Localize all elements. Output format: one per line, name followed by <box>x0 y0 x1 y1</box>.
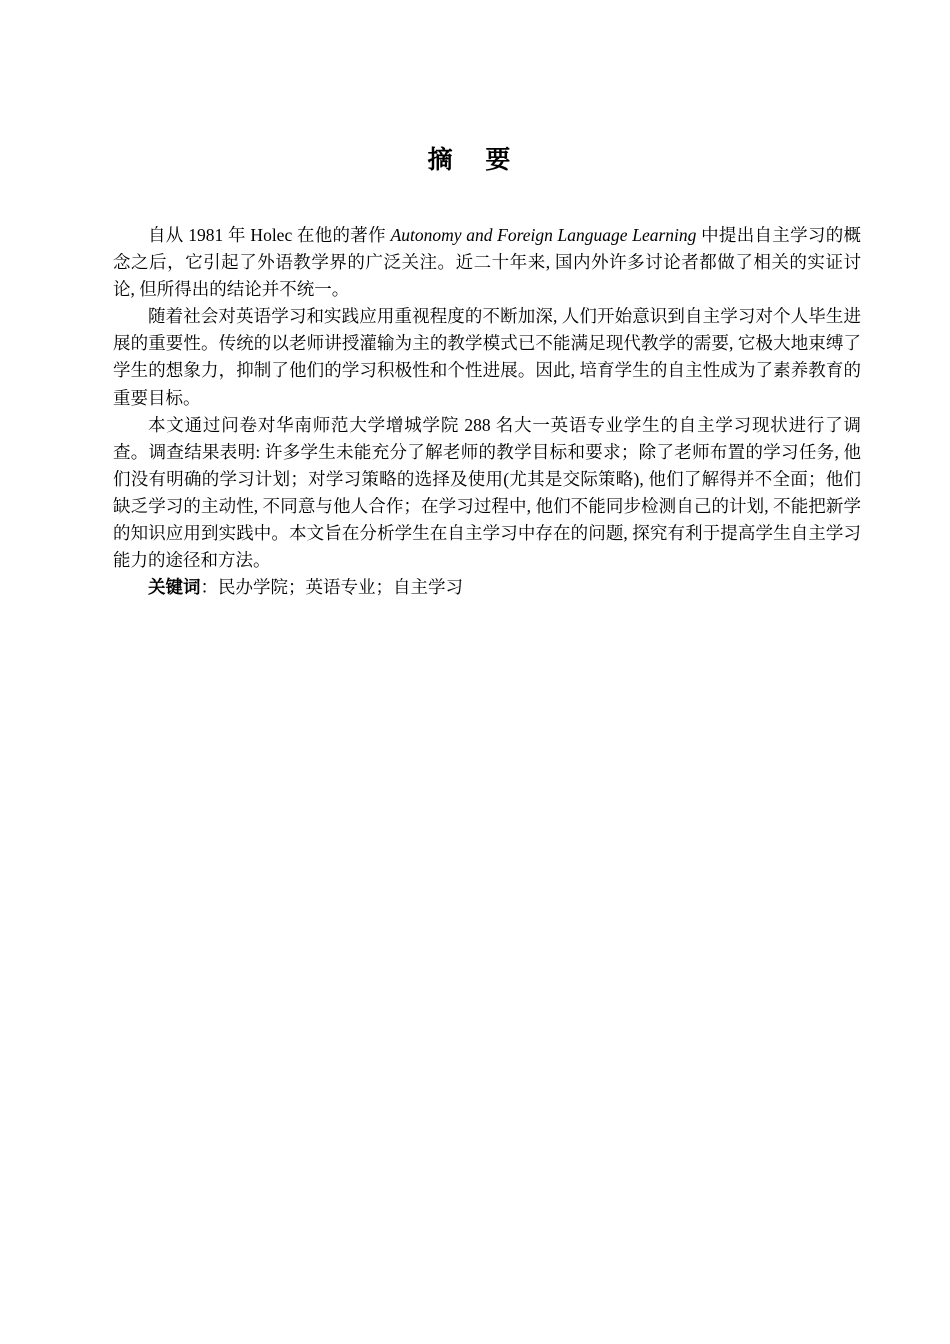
keywords-separator: ： <box>200 577 218 598</box>
keywords-value: 民办学院；英语专业；自主学习 <box>218 577 463 598</box>
abstract-body <box>113 222 861 602</box>
paragraph-1-text-after: 中提出自主学习的概念之后，它引起了外语教学界的广泛关注。近二十年来, 国内外许多讨论者都做了相关的实证讨论, 但所得出的结论并不统一。 <box>113 225 862 300</box>
keywords-line <box>113 574 861 602</box>
abstract-title: 摘 要 <box>427 145 523 174</box>
abstract-paragraph-2: 随着社会对英语学习和实践应用重视程度的不断加深, 人们开始意识到自主学习对个人毕生进展的重要性。传统的以老师讲授灌输为主的教学模式已不能满足现代教学的需要, 它极大地束缚了学生的想象力，抑制了他们的学习积极性和个性进展。因此, 培育学生的自主性成为了素养教育的重要目标。 <box>113 306 861 408</box>
paragraph-1-text-before: 自从 1981 年 Holec 在他的著作 <box>148 225 391 245</box>
keywords-label: 关键词 <box>148 578 201 599</box>
abstract-paragraph-3: 本文通过问卷对华南师范大学增城学院 288 名大一英语专业学生的自主学习现状进行了调查。调查结果表明: 许多学生未能充分了解老师的教学目标和要求；除了老师布置的学习任务, 他们没有明确的学习计划；对学习策略的选择及使用(尤其是交际策略), 他们了解得并不全面；他们缺乏学习的主动性, 不同意与他人合作；在学习过程中, 他们不能同步检测自己的计划, 不能把新学的知识应用到实践中。本文旨在分析学生在自主学习中存在的问题, 探究有利于提高学生自主学习能力的途径和方法。 <box>113 414 861 571</box>
abstract-paragraph-1 <box>113 222 861 303</box>
book-title: Autonomy and Foreign Language Learning <box>390 225 697 245</box>
